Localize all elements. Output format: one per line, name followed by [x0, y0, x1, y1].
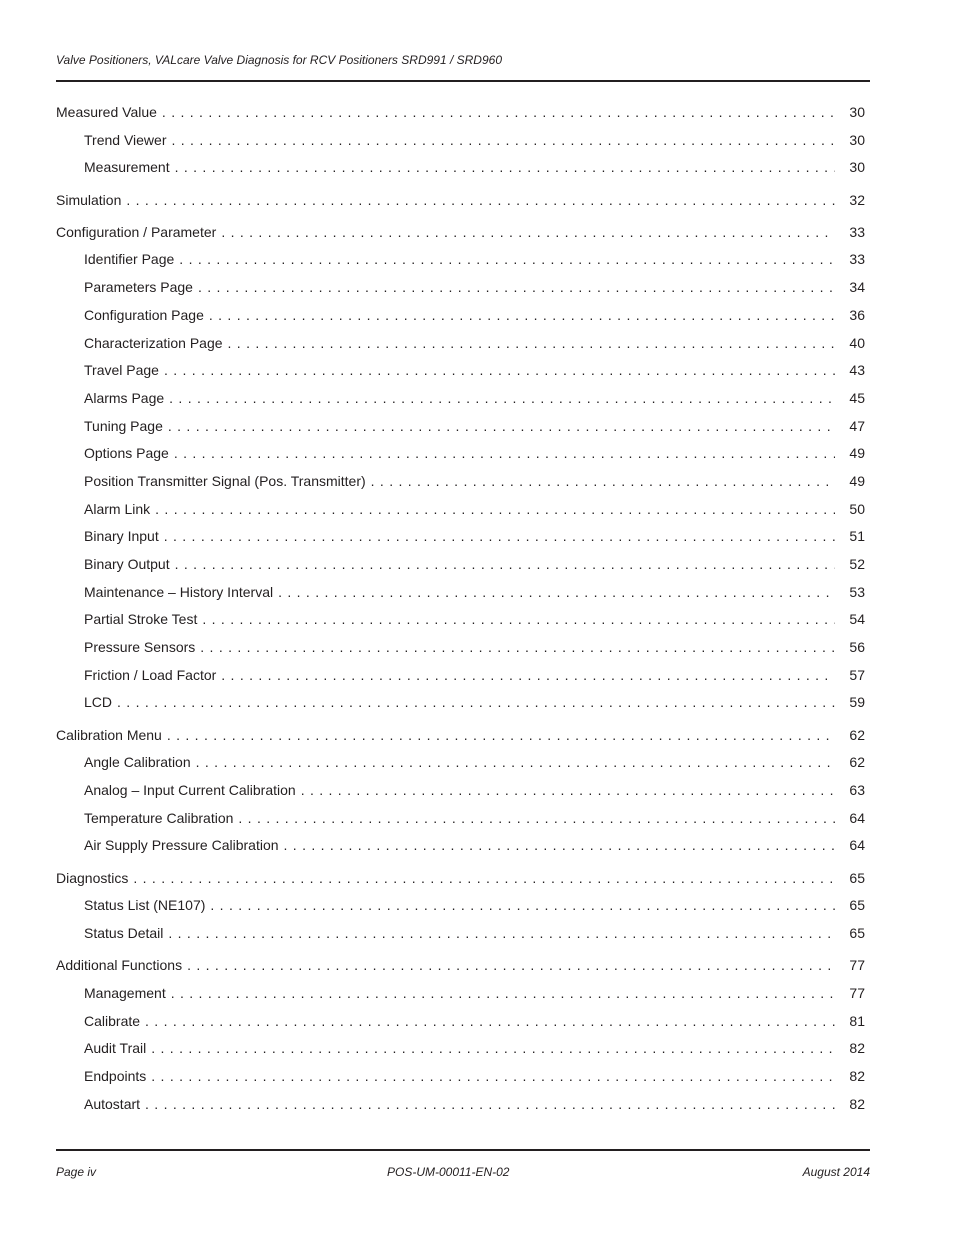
toc-entry-page-number: 82: [849, 1067, 865, 1084]
toc-entry[interactable]: [56, 501, 865, 529]
toc-entry-label: Analog – Input Current Calibration: [84, 782, 296, 798]
toc-entry[interactable]: [56, 279, 865, 307]
toc-entry-page-number: 49: [849, 445, 865, 462]
toc-dot-leader: [210, 897, 835, 913]
toc-entry-label: Configuration Page: [84, 306, 204, 323]
toc-entry-label: Air Supply Pressure Calibration: [84, 837, 279, 854]
footer-divider: [56, 1149, 870, 1151]
toc-entry[interactable]: [56, 132, 865, 160]
toc-entry-label: Measurement: [84, 159, 170, 176]
toc-entry-page-number: 33: [849, 251, 865, 268]
header-divider: [56, 80, 870, 82]
toc-entry-label: Measured Value: [56, 104, 157, 120]
toc-entry[interactable]: [56, 473, 865, 501]
toc-entry[interactable]: [56, 445, 865, 473]
toc-entry[interactable]: [56, 810, 865, 838]
footer-date: August 2014: [802, 1165, 870, 1179]
toc-dot-leader: [151, 1068, 835, 1084]
toc-dot-leader: [371, 473, 835, 489]
toc-entry-page-number: 34: [849, 279, 865, 296]
toc-entry-label: Pressure Sensors: [84, 639, 196, 656]
toc-entry[interactable]: [56, 925, 865, 953]
toc-dot-leader: [168, 925, 835, 941]
toc-entry-label: Partial Stroke Test: [84, 611, 198, 628]
toc-entry[interactable]: [56, 556, 865, 584]
toc-dot-leader: [301, 782, 835, 798]
footer-document-number: POS-UM-00011-EN-02: [387, 1165, 510, 1179]
toc-entry[interactable]: [56, 957, 865, 985]
toc-entry[interactable]: [56, 611, 865, 639]
toc-dot-leader: [164, 528, 835, 544]
toc-entry-label: Friction / Load Factor: [84, 666, 217, 683]
toc-entry-label: Status Detail: [84, 924, 164, 941]
toc-entry-label: Alarms Page: [84, 389, 165, 406]
toc-entry-label: Temperature Calibration: [84, 809, 234, 826]
toc-entry[interactable]: [56, 1068, 865, 1096]
toc-dot-leader: [171, 132, 835, 148]
toc-entry-label: Tuning Page: [84, 417, 163, 434]
toc-dot-leader: [155, 501, 835, 517]
toc-entry-label: Travel Page: [84, 362, 159, 379]
toc-dot-leader: [162, 104, 835, 120]
toc-dot-leader: [133, 870, 835, 886]
toc-dot-leader: [198, 279, 835, 295]
toc-entry[interactable]: [56, 754, 865, 782]
toc-dot-leader: [278, 584, 835, 600]
toc-entry[interactable]: [56, 390, 865, 418]
toc-dot-leader: [175, 556, 835, 572]
toc-entry-page-number: 32: [849, 191, 865, 208]
toc-entry[interactable]: [56, 335, 865, 363]
toc-entry-page-number: 30: [849, 104, 865, 120]
toc-dot-leader: [168, 418, 835, 434]
toc-entry[interactable]: [56, 667, 865, 695]
toc-entry-label: LCD: [84, 694, 113, 711]
toc-entry[interactable]: [56, 1040, 865, 1068]
toc-entry-page-number: 82: [849, 1095, 865, 1112]
toc-dot-leader: [145, 1096, 835, 1112]
toc-entry[interactable]: [56, 870, 865, 898]
toc-dot-leader: [171, 985, 835, 1001]
toc-dot-leader: [167, 727, 835, 743]
toc-entry[interactable]: [56, 104, 865, 132]
toc-entry-page-number: 40: [849, 334, 865, 351]
toc-entry-page-number: 54: [849, 611, 865, 628]
toc-entry[interactable]: [56, 985, 865, 1013]
toc-dot-leader: [164, 362, 835, 378]
toc-entry-label: Diagnostics: [56, 869, 129, 886]
toc-entry[interactable]: [56, 837, 865, 865]
toc-entry-label: Identifier Page: [84, 251, 175, 268]
toc-dot-leader: [228, 335, 835, 351]
toc-dot-leader: [284, 837, 835, 853]
toc-entry-label: Trend Viewer: [84, 131, 167, 148]
toc-entry-page-number: 65: [849, 924, 865, 941]
toc-entry-page-number: 77: [849, 984, 865, 1001]
toc-entry[interactable]: [56, 224, 865, 252]
toc-entry[interactable]: [56, 727, 865, 755]
toc-entry-label: Options Page: [84, 445, 169, 462]
document-header-title: Valve Positioners, VALcare Valve Diagnosis for RCV Positioners SRD991 / SRD960: [56, 53, 502, 67]
toc-entry-page-number: 65: [849, 869, 865, 886]
toc-entry-page-number: 43: [849, 362, 865, 379]
toc-entry-label: Endpoints: [84, 1067, 147, 1084]
toc-entry-page-number: 56: [849, 639, 865, 656]
toc-entry-label: Characterization Page: [84, 334, 223, 351]
toc-entry-label: Simulation: [56, 191, 122, 208]
toc-entry-label: Autostart: [84, 1095, 141, 1112]
toc-entry-label: Parameters Page: [84, 279, 193, 296]
toc-entry[interactable]: [56, 897, 865, 925]
toc-entry-label: Angle Calibration: [84, 754, 191, 771]
toc-entry-page-number: 53: [849, 583, 865, 600]
toc-entry-page-number: 77: [849, 957, 865, 974]
toc-entry-label: Alarm Link: [84, 500, 151, 517]
toc-entry[interactable]: [56, 694, 865, 722]
toc-entry[interactable]: [56, 639, 865, 667]
table-of-contents: [56, 104, 865, 1123]
toc-entry[interactable]: [56, 307, 865, 335]
toc-dot-leader: [221, 667, 835, 683]
toc-dot-leader: [202, 611, 835, 627]
toc-entry[interactable]: [56, 192, 865, 220]
toc-dot-leader: [187, 957, 835, 973]
toc-dot-leader: [200, 639, 835, 655]
toc-entry-page-number: 81: [849, 1012, 865, 1029]
toc-entry-label: Audit Trail: [84, 1040, 147, 1057]
toc-dot-leader: [117, 694, 835, 710]
toc-entry[interactable]: [56, 528, 865, 556]
toc-dot-leader: [151, 1040, 835, 1056]
toc-entry-page-number: 57: [849, 666, 865, 683]
toc-dot-leader: [238, 810, 835, 826]
toc-dot-leader: [221, 224, 835, 240]
toc-entry-page-number: 30: [849, 131, 865, 148]
toc-entry-page-number: 52: [849, 556, 865, 572]
toc-entry-label: Binary Input: [84, 528, 159, 545]
toc-entry-label: Configuration / Parameter: [56, 223, 217, 240]
toc-dot-leader: [174, 445, 835, 461]
toc-entry-page-number: 64: [849, 809, 865, 826]
toc-entry-page-number: 47: [849, 417, 865, 434]
toc-entry-label: Calibrate: [84, 1012, 141, 1029]
toc-entry[interactable]: [56, 251, 865, 279]
toc-entry-label: Status List (NE107): [84, 897, 206, 914]
toc-dot-leader: [169, 390, 835, 406]
toc-dot-leader: [209, 307, 835, 323]
toc-entry[interactable]: [56, 1096, 865, 1124]
toc-dot-leader: [145, 1013, 835, 1029]
toc-entry-page-number: 49: [849, 472, 865, 489]
toc-entry-page-number: 59: [849, 694, 865, 711]
toc-entry-page-number: 62: [849, 754, 865, 771]
toc-entry-page-number: 50: [849, 500, 865, 517]
toc-entry[interactable]: [56, 418, 865, 446]
toc-entry-page-number: 30: [849, 159, 865, 176]
toc-entry-label: Management: [84, 984, 166, 1001]
toc-dot-leader: [126, 192, 835, 208]
toc-entry-label: Additional Functions: [56, 957, 183, 974]
toc-entry-page-number: 45: [849, 389, 865, 406]
toc-entry-page-number: 36: [849, 306, 865, 323]
toc-dot-leader: [196, 754, 835, 770]
toc-entry-label: Binary Output: [84, 556, 170, 572]
toc-entry[interactable]: [56, 584, 865, 612]
toc-entry-label: Position Transmitter Signal (Pos. Transmitter): [84, 472, 366, 489]
toc-entry[interactable]: [56, 159, 865, 187]
toc-entry-page-number: 64: [849, 837, 865, 854]
toc-entry[interactable]: [56, 362, 865, 390]
toc-entry-page-number: 82: [849, 1040, 865, 1057]
toc-entry[interactable]: [56, 782, 865, 810]
toc-dot-leader: [179, 251, 835, 267]
toc-entry-page-number: 62: [849, 726, 865, 743]
toc-entry-label: Maintenance – History Interval: [84, 583, 274, 600]
toc-entry-label: Calibration Menu: [56, 726, 162, 743]
toc-entry[interactable]: [56, 1013, 865, 1041]
toc-dot-leader: [175, 159, 835, 175]
toc-entry-page-number: 33: [849, 223, 865, 240]
footer-page-number: Page iv: [56, 1165, 97, 1179]
toc-entry-page-number: 65: [849, 897, 865, 914]
toc-entry-page-number: 51: [849, 528, 865, 545]
toc-entry-page-number: 63: [849, 782, 865, 798]
